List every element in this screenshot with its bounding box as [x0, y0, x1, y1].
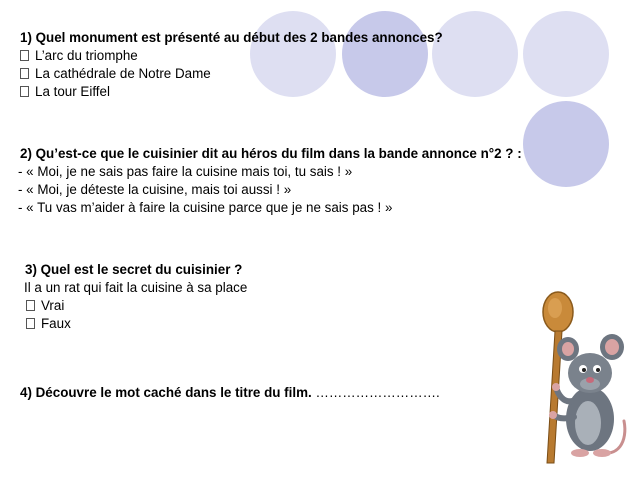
question-1: 1) Quel monument est présenté au début des 2 bandes annonces? [20, 30, 443, 45]
decor-circle [523, 11, 609, 97]
rat-chef-with-spoon-icon [528, 291, 634, 467]
q2-option: - « Moi, je déteste la cuisine, mais toi aussi ! » [18, 182, 292, 197]
q3-option[interactable]: Faux [24, 315, 71, 333]
q3-option[interactable]: Vrai [24, 297, 64, 315]
decor-circle [342, 11, 428, 97]
q1-option[interactable]: La tour Eiffel [18, 83, 110, 101]
checkbox-icon[interactable] [26, 300, 35, 311]
decor-circle [523, 101, 609, 187]
q2-option: - « Moi, je ne sais pas faire la cuisine mais toi, tu sais ! » [18, 164, 353, 179]
answer-blank[interactable]: ………………………. [315, 385, 440, 400]
checkbox-icon[interactable] [26, 318, 35, 329]
question-2: 2) Qu’est-ce que le cuisinier dit au héros du film dans la bande annonce n°2 ? : [20, 146, 522, 161]
q1-option[interactable]: La cathédrale de Notre Dame [18, 65, 211, 83]
decor-circle [250, 11, 336, 97]
decor-circle [432, 11, 518, 97]
q1-option[interactable]: L’arc du triomphe [18, 47, 138, 65]
checkbox-icon[interactable] [20, 86, 29, 97]
q3-statement: Il a un rat qui fait la cuisine à sa place [24, 280, 248, 295]
question-3: 3) Quel est le secret du cuisinier ? [25, 262, 243, 277]
q2-option: - « Tu vas m’aider à faire la cuisine parce que je ne sais pas ! » [18, 200, 393, 215]
checkbox-icon[interactable] [20, 50, 29, 61]
question-4: 4) Découvre le mot caché dans le titre du film. ………………………. [20, 385, 440, 400]
checkbox-icon[interactable] [20, 68, 29, 79]
